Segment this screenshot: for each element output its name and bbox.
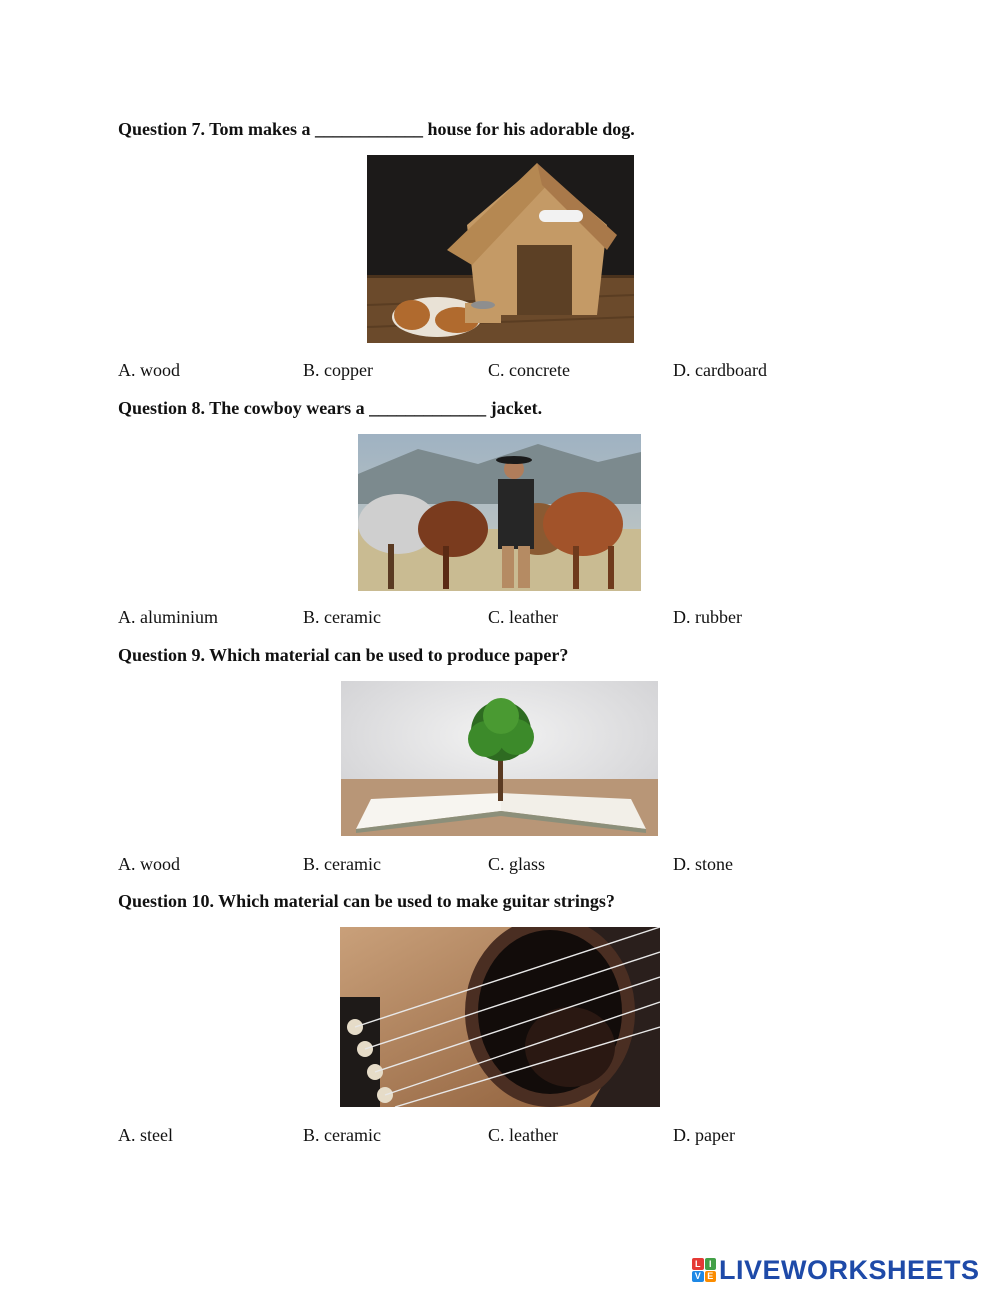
option-c[interactable]: C. concrete (488, 360, 570, 380)
option-a[interactable]: A. wood (118, 854, 180, 874)
question-8-title: Question 8. The cowboy wears a _____________ jacket. (118, 398, 543, 418)
liveworksheets-logo (692, 1252, 992, 1288)
option-c[interactable]: C. leather (488, 1125, 558, 1145)
question-7-options (118, 360, 878, 382)
option-b[interactable]: B. ceramic (303, 607, 381, 627)
logo-mark-icon (692, 1258, 716, 1282)
option-a[interactable]: A. wood (118, 360, 180, 380)
option-b[interactable]: B. ceramic (303, 1125, 381, 1145)
option-d[interactable]: D. rubber (673, 607, 742, 627)
option-a[interactable]: A. aluminium (118, 607, 218, 627)
question-10-options (118, 1125, 878, 1147)
question-9-title: Question 9. Which material can be used to produce paper? (118, 645, 569, 665)
option-c[interactable]: C. leather (488, 607, 558, 627)
logo-mark-letter: I (705, 1258, 717, 1270)
logo-mark-letter: L (692, 1258, 704, 1270)
guitar-strings-image (340, 927, 660, 1107)
cowboy-horses-image (358, 434, 641, 591)
option-b[interactable]: B. ceramic (303, 854, 381, 874)
option-d[interactable]: D. stone (673, 854, 733, 874)
option-d[interactable]: D. paper (673, 1125, 735, 1145)
logo-mark-letter: E (705, 1271, 717, 1283)
question-8-options (118, 607, 878, 629)
option-d[interactable]: D. cardboard (673, 360, 767, 380)
dog-cardboard-house-image (367, 155, 634, 343)
logo-mark-letter: V (692, 1271, 704, 1283)
option-b[interactable]: B. copper (303, 360, 373, 380)
option-a[interactable]: A. steel (118, 1125, 173, 1145)
question-7-title: Question 7. Tom makes a ____________ house for his adorable dog. (118, 119, 635, 139)
tree-book-image (341, 681, 658, 836)
question-10-title: Question 10. Which material can be used to make guitar strings? (118, 891, 615, 911)
option-c[interactable]: C. glass (488, 854, 546, 874)
logo-text: LIVEWORKSHEETS (719, 1254, 980, 1285)
question-9-options (118, 854, 878, 876)
